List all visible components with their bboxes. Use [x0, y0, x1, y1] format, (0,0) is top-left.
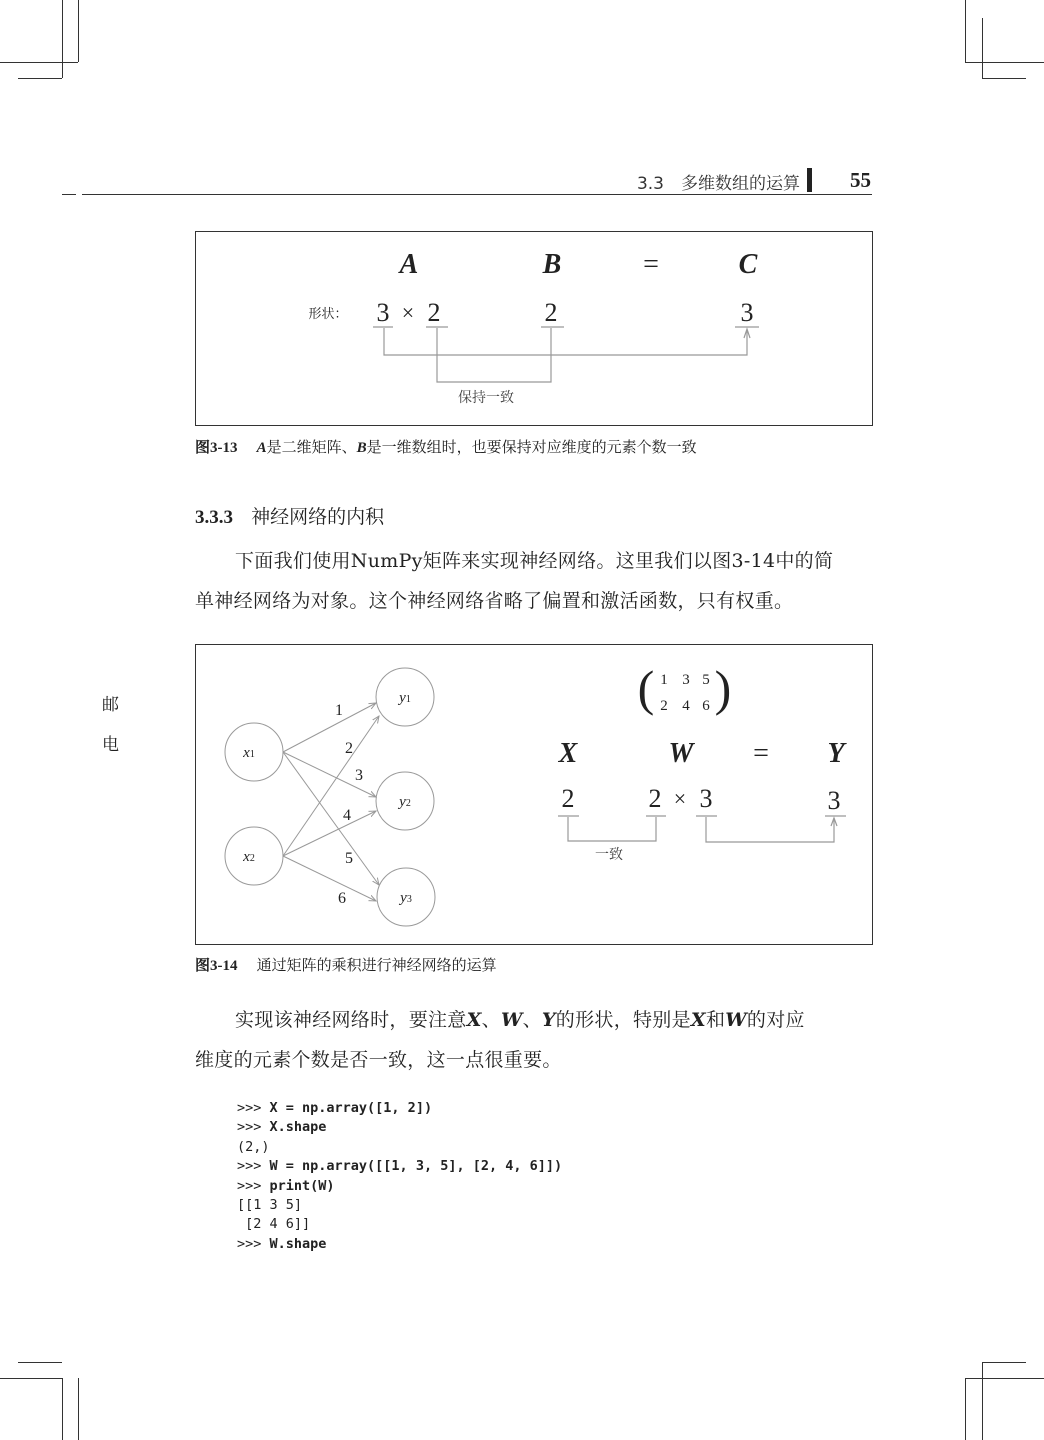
shape-diagram	[196, 232, 872, 425]
code-line	[237, 1235, 562, 1254]
side-mark: 电	[102, 735, 119, 755]
figure-caption	[195, 954, 497, 975]
text: 实现该神经网络时，要注意	[235, 1009, 467, 1031]
code-command: print(W)	[269, 1177, 335, 1194]
header-rule	[82, 194, 872, 195]
crop-mark	[78, 0, 79, 62]
header-rule-stub	[62, 194, 76, 195]
connector-lines	[558, 816, 846, 842]
code-prompt: >>>	[237, 1158, 270, 1175]
caption-text: 是一维数组时，也要保持对应维度的元素个数一致	[366, 438, 697, 456]
matrix-cell: 1	[660, 672, 668, 688]
shape-x: 2	[561, 784, 575, 813]
weight-label: 1	[335, 702, 343, 719]
node-label: x2	[243, 849, 255, 865]
shape-y: 3	[827, 786, 841, 815]
caption-text: 是二维矩阵、	[266, 438, 357, 456]
weight-label: 2	[345, 740, 353, 757]
caption-symbol-a: A	[256, 440, 267, 456]
edge-x2-y3	[283, 856, 376, 901]
crop-mark	[982, 1362, 1026, 1363]
equals-sign: =	[753, 738, 769, 769]
code-line: [[1 3 5]	[237, 1197, 303, 1214]
crop-mark	[0, 1378, 62, 1379]
shape-a-rows: 3	[376, 298, 390, 327]
times-sign: ×	[401, 300, 415, 325]
crop-mark	[982, 78, 1026, 79]
crop-mark	[62, 1378, 63, 1440]
shape-w-rows: 2	[648, 784, 662, 813]
symbol-x: X	[558, 738, 578, 769]
section-heading	[195, 502, 384, 529]
symbol-c: C	[738, 249, 758, 280]
crop-mark	[0, 62, 78, 63]
code-prompt: >>>	[237, 1119, 270, 1136]
paragraph-line	[195, 1000, 875, 1040]
matrix-cell: 5	[702, 672, 710, 688]
edge-x1-y3	[283, 752, 379, 885]
edge-x2-y1	[283, 716, 379, 856]
figure-3-14	[195, 644, 873, 945]
crop-mark	[982, 18, 983, 78]
text: 的形状，特别是	[555, 1009, 691, 1031]
matrix-cell: 6	[702, 698, 710, 714]
paragraph	[195, 1000, 875, 1080]
shape-a-cols: 2	[427, 298, 441, 327]
matrix-cell: 4	[682, 698, 690, 714]
code-prompt: >>>	[237, 1177, 270, 1194]
match-note: 一致	[595, 847, 623, 863]
weight-label: 3	[355, 767, 363, 784]
caption-text: 通过矩阵的乘积进行神经网络的运算	[256, 956, 497, 974]
weight-label: 6	[338, 890, 346, 907]
section-title: 神经网络的内积	[251, 506, 385, 528]
weight-label: 5	[345, 850, 353, 867]
crop-mark	[982, 1362, 983, 1440]
text: 和	[705, 1009, 726, 1031]
page-number: 55	[850, 168, 871, 192]
side-mark: 邮	[102, 695, 119, 715]
code-command: X = np.array([1, 2])	[269, 1100, 433, 1116]
symbol: W	[725, 1009, 747, 1031]
code-line: (2,)	[237, 1138, 270, 1155]
crop-mark	[18, 78, 62, 79]
node-label: y2	[399, 794, 411, 810]
code-command: W = np.array([[1, 3, 5], [2, 4, 6]])	[269, 1158, 563, 1175]
symbol: X	[466, 1009, 482, 1031]
running-header-section: 3.3 多维数组的运算	[636, 174, 800, 194]
connector-lines	[373, 327, 759, 382]
crop-mark	[965, 0, 966, 62]
code-command: W.shape	[269, 1235, 327, 1252]
paragraph-line: 单神经网络为对象。这个神经网络省略了偏置和激活函数，只有权重。	[195, 590, 794, 612]
node-label: y1	[399, 690, 411, 706]
code-line: [2 4 6]]	[237, 1216, 311, 1233]
code-line	[237, 1099, 562, 1118]
code-block	[237, 1099, 562, 1254]
crop-mark	[78, 1378, 79, 1440]
crop-mark	[965, 62, 1044, 63]
shape-c: 3	[740, 298, 754, 327]
equals-sign: =	[643, 249, 659, 280]
figure-caption	[195, 436, 697, 457]
weight-label: 4	[343, 807, 351, 824]
figure-3-13	[195, 231, 873, 426]
code-line	[237, 1157, 562, 1176]
edge-x1-y1	[283, 703, 376, 752]
paragraph-line: 下面我们使用NumPy矩阵来实现神经网络。这里我们以图3-14中的简	[235, 550, 834, 572]
caption-symbol-b: B	[356, 440, 367, 456]
crop-mark	[18, 1362, 62, 1363]
crop-mark	[965, 1378, 1044, 1379]
symbol-a: A	[399, 249, 419, 280]
shape-label: 形状：	[308, 307, 348, 322]
node-label: y3	[400, 890, 412, 906]
matrix-left-paren: (	[637, 660, 655, 716]
paragraph	[195, 541, 875, 621]
code-command: X.shape	[269, 1119, 327, 1136]
network-diagram	[196, 645, 872, 944]
matrix-cell: 3	[682, 672, 690, 688]
code-line	[237, 1177, 562, 1196]
text: 的对应	[746, 1009, 805, 1031]
caption-number: 图3-14	[195, 958, 238, 974]
matrix-cell: 2	[660, 698, 668, 714]
matrix-right-paren: )	[714, 660, 732, 716]
symbol-y: Y	[827, 738, 845, 769]
times-sign: ×	[673, 786, 687, 811]
match-note: 保持一致	[458, 390, 514, 406]
node-label: x1	[243, 745, 255, 761]
section-number: 3.3.3	[195, 507, 233, 528]
symbol-w: W	[668, 738, 694, 769]
shape-b: 2	[544, 298, 558, 327]
symbol: X	[690, 1009, 706, 1031]
code-prompt: >>>	[237, 1235, 270, 1252]
shape-w-cols: 3	[699, 784, 713, 813]
crop-mark	[62, 0, 63, 78]
code-prompt: >>>	[237, 1100, 270, 1116]
text: 、	[522, 1009, 542, 1031]
caption-number: 图3-13	[195, 440, 238, 456]
header-bar	[807, 168, 812, 192]
edge-x2-y2	[283, 811, 376, 856]
text: 、	[481, 1009, 501, 1031]
symbol: W	[500, 1009, 523, 1031]
symbol-b: B	[542, 249, 562, 280]
crop-mark	[965, 1378, 966, 1440]
code-line	[237, 1118, 562, 1137]
symbol: Y	[541, 1009, 556, 1031]
paragraph-line: 维度的元素个数是否一致，这一点很重要。	[195, 1049, 562, 1071]
